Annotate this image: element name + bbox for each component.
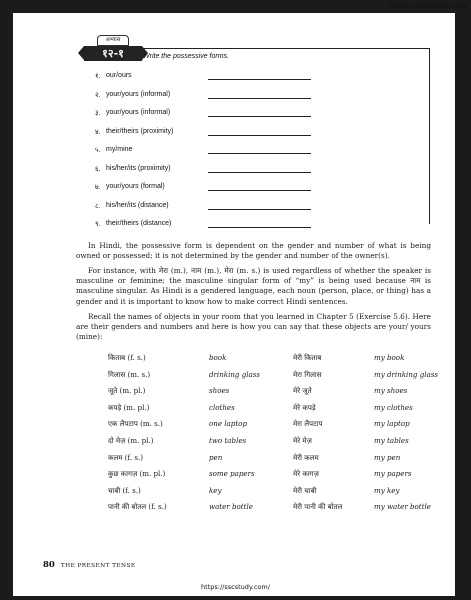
vocab-row [108,485,448,502]
vocab-possessive-hindi: मेरी कलम [293,452,319,462]
vocab-possessive-english: my shoes [374,386,408,396]
vocab-english: some papers [209,469,255,479]
item-prompt: our/ours [106,72,132,79]
vocab-english: clothes [209,402,235,412]
vocab-possessive-hindi: मेरी चाबी [293,485,317,495]
vocab-row [108,452,448,469]
vocab-english: one laptop [209,419,247,429]
answer-line[interactable] [208,172,311,173]
item-number: २. [95,91,101,99]
exercise-item [95,181,325,200]
exercise-item [95,89,325,108]
vocab-possessive-hindi: मेरा गिलास [293,369,322,379]
item-number: ४. [95,128,101,136]
item-prompt: their/theirs (distance) [106,220,172,227]
paragraph-recall: Recall the names of objects in your room that you learned in Chapter 5 (Exercise 5.6). Here are their genders and numbers and here is how you can say that these objects are your/ yours (mine): [76,312,431,342]
item-number: ३. [95,110,101,117]
vocab-hindi: कपड़े (m. pl.) [108,402,150,412]
vocab-possessive-hindi: मेरे मेज़ [293,435,312,445]
vocab-row [108,369,448,386]
item-prompt: his/her/its (proximity) [106,164,171,172]
vocab-possessive-hindi: मेरी पानी की बोतल [293,502,343,512]
exercise-tag: अभ्यास [97,35,129,46]
vocab-possessive-english: my papers [374,469,412,479]
answer-line[interactable] [208,98,311,99]
vocab-english: key [209,485,222,495]
vocab-possessive-hindi: मेरे कागज़ [293,469,319,479]
bottom-url: https://sscstudy.com/ [201,583,270,591]
exercise-item [95,218,325,237]
item-number: ५. [95,147,101,154]
item-number: १. [95,73,101,80]
exercise-item [95,126,325,145]
answer-line[interactable] [208,116,311,117]
page-number: 80 [43,560,55,570]
item-prompt: your/yours (informal) [106,109,171,116]
book-page [13,13,455,596]
vocab-hindi: किताब (f. s.) [108,353,146,362]
exercise-number: १२-१ [84,46,142,61]
vocab-possessive-english: my key [374,485,400,495]
vocab-row [108,352,448,369]
answer-line[interactable] [208,190,311,191]
exercise-list [95,70,325,237]
paragraph-example: For instance, with मेरा (m.), नाम (m.), मेरा (m. s.) is used regardless of whether the speaker is masculine or feminine; the masculine singular form of “my” is being used because नाम is masculine singular. As Hindi is a gendered language, each noun (person, place, or thing) has a gender and it is important to know how to make correct Hindi sentences. [76,266,431,306]
exercise-instruction: Write the possessive forms. [143,53,229,60]
exercise-item [95,163,325,182]
vocab-possessive-english: my laptop [374,419,410,429]
vocabulary-table [108,352,448,518]
item-prompt: your/yours (informal) [106,90,171,98]
vocab-possessive-english: my book [374,353,405,362]
answer-line[interactable] [208,153,311,154]
vocab-hindi: पानी की बोतल (f. s.) [108,502,167,512]
item-prompt: their/theirs (proximity) [106,127,174,135]
vocab-hindi: एक लैपटाप (m. s.) [108,419,163,429]
item-number: ९. [95,221,101,228]
vocab-possessive-hindi: मेरा लैपटाप [293,419,323,429]
item-number: ६. [95,165,101,173]
vocab-possessive-english: my water bottle [374,502,431,512]
vocab-english: water bottle [209,502,253,512]
answer-line[interactable] [208,79,311,80]
item-prompt: his/her/its (distance) [106,201,169,209]
item-prompt: my/mine [106,146,133,153]
paragraph-possessive-rule: In Hindi, the possessive form is dependent on the gender and number of what is being owned or possessed; it is not determined by the gender and number of the owner(s). [76,241,431,261]
vocab-english: book [209,353,227,362]
vocab-row [108,435,448,452]
answer-line[interactable] [208,209,311,210]
item-number: ८. [95,202,101,210]
item-prompt: your/yours (formal) [106,183,165,190]
vocab-row [108,468,448,485]
vocab-hindi: दो मेज़ (m. pl.) [108,435,154,445]
vocab-hindi: चाबी (f. s.) [108,485,141,495]
exercise-badge [84,35,142,61]
vocab-row [108,385,448,402]
vocab-row [108,501,448,518]
vocab-english: drinking glass [209,369,261,379]
vocab-possessive-english: my drinking glass [374,369,439,379]
vocab-english: pen [209,452,223,462]
vocab-hindi: कुछ कागज़ (m. pl.) [108,469,166,479]
vocab-hindi: गिलास (m. s.) [108,369,151,379]
vocab-row [108,418,448,435]
exercise-item [95,144,325,163]
vocab-possessive-hindi: मेरे जूते [293,386,312,396]
vocab-possessive-english: my pen [374,452,401,462]
vocab-row [108,402,448,419]
exercise-frame-right [429,48,430,224]
vocab-english: two tables [209,435,247,445]
vocab-hindi: कलम (f. s.) [108,452,144,462]
exercise-item [95,70,325,89]
vocab-possessive-hindi: मेरे कपड़े [293,402,316,412]
page-footer [43,560,136,570]
top-url: https://sscstudy.com/ [388,1,468,10]
vocab-english: shoes [209,386,230,396]
section-title: THE PRESENT TENSE [60,563,136,569]
exercise-item [95,200,325,219]
answer-line[interactable] [208,135,311,136]
vocab-possessive-english: my tables [374,435,409,445]
item-number: ७. [95,184,101,191]
vocab-possessive-hindi: मेरी किताब [293,353,322,362]
exercise-item [95,107,325,126]
vocab-possessive-english: my clothes [374,402,413,412]
vocab-hindi: जूते (m. pl.) [108,386,146,396]
answer-line[interactable] [208,227,311,228]
